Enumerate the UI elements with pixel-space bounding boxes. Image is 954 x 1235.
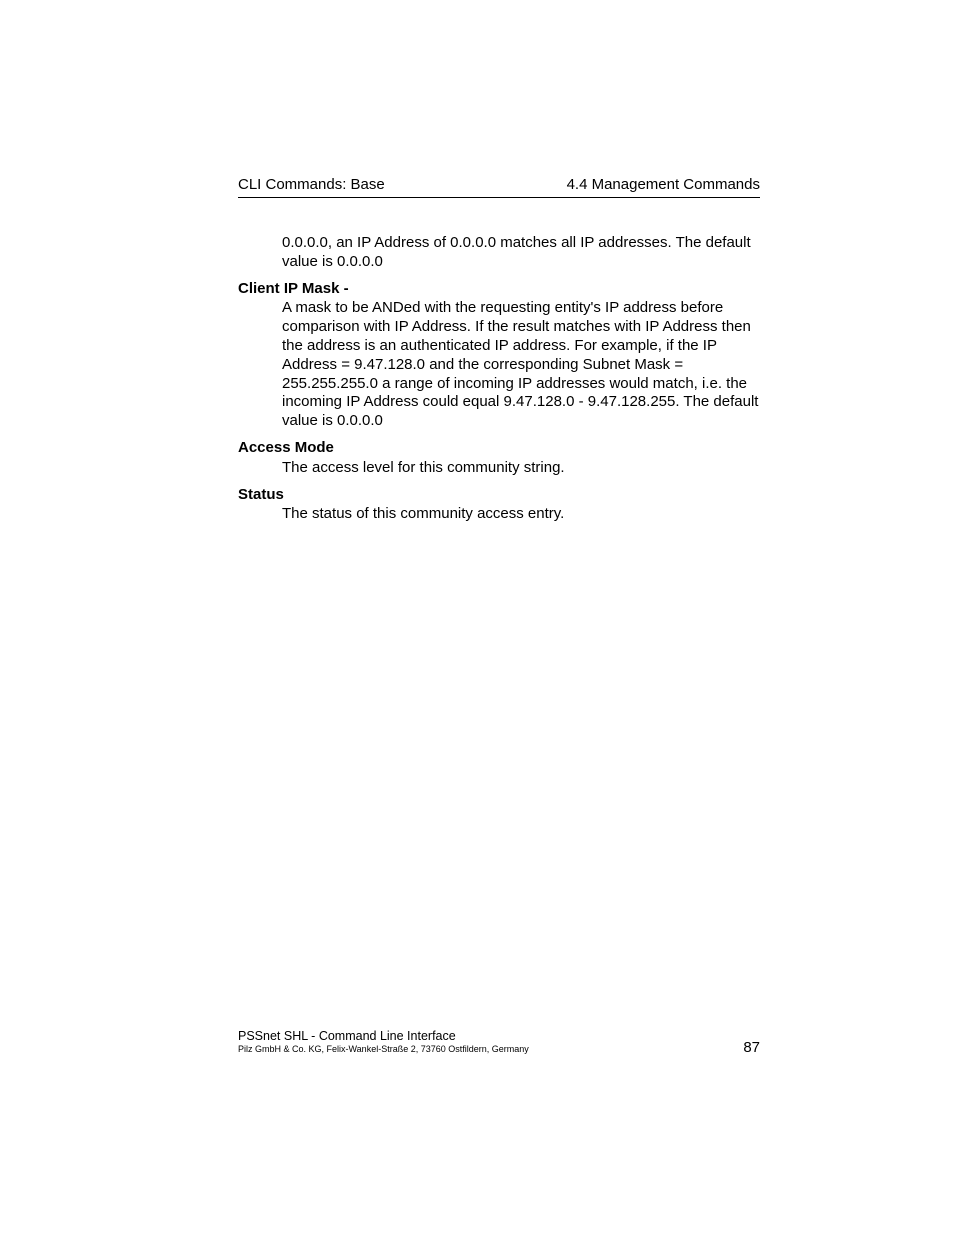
page-number: 87 [743,1039,760,1056]
page-header [238,175,760,198]
header-chapter-title: CLI Commands: Base [238,176,385,193]
footer-product-title: PSSnet SHL - Command Line Interface [238,1029,456,1043]
description-status: The status of this community access entry. [282,505,565,523]
footer-company-address: Pilz GmbH & Co. KG, Felix-Wankel-Straße 2, 73760 Ostfildern, Germany [238,1044,529,1054]
description-client-ip-mask: A mask to be ANDed with the requesting entity's IP address before comparison with IP Address. If the result matches with IP Address then the address is an authenticated IP address. For example, if the IP Address = 9.47.128.0 and the corresponding Subnet Mask = 255.255.255.0 a range of incoming IP addresses would match, i.e. the incoming IP Address could equal 9.47.128.0 - 9.47.128.255. The default value is 0.0.0.0 [282,299,759,430]
term-access-mode: Access Mode [238,438,334,456]
description-access-mode: The access level for this community string. [282,458,565,476]
header-section-title: 4.4 Management Commands [566,176,760,193]
page-content [238,234,760,524]
intro-paragraph: 0.0.0.0, an IP Address of 0.0.0.0 matches all IP addresses. The default value is 0.0.0.0 [282,234,751,270]
term-status: Status [238,485,284,503]
term-client-ip-mask: Client IP Mask - [238,279,349,297]
page-footer [238,1028,760,1058]
